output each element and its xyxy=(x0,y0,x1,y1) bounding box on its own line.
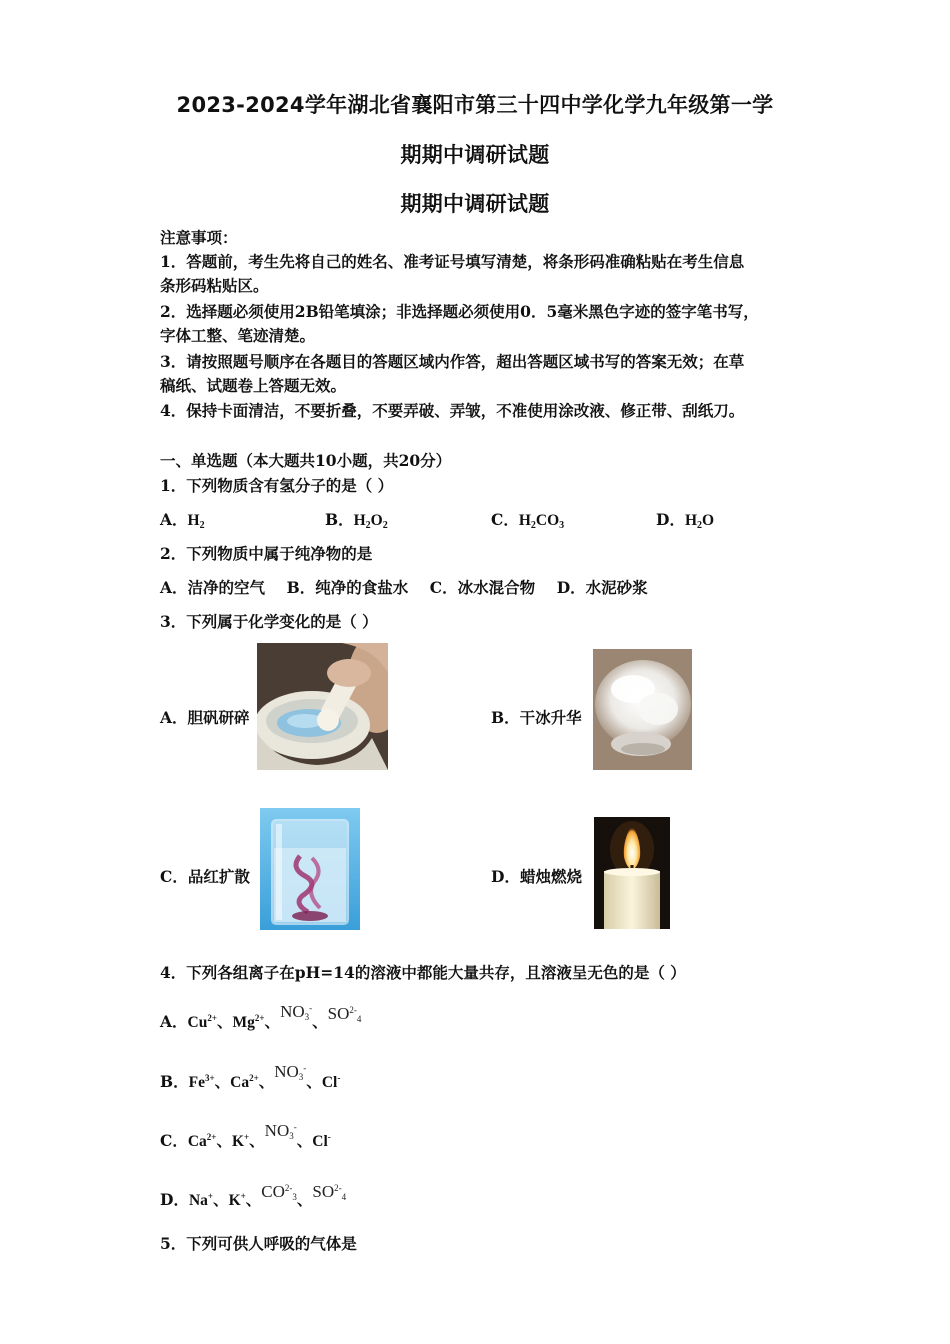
question-4-stem: 4．下列各组离子在pH=14的溶液中都能大量共存，且溶液呈无色的是（ ） xyxy=(160,963,686,982)
nitrate-formula: $NO_3^-$ xyxy=(264,1121,297,1141)
notice-heading: 注意事项： xyxy=(160,228,238,247)
dry-ice-image xyxy=(593,649,692,770)
q3-option-c-label: C．品红扩散 xyxy=(160,867,250,886)
q3-option-b-label: B．干冰升华 xyxy=(491,708,582,727)
exam-title-line3: 期期中调研试题 xyxy=(400,192,550,216)
notice-item4-line1: 4．保持卡面清洁，不要折叠，不要弄破、弄皱，不准使用涂改液、修正带、刮纸刀。 xyxy=(160,401,745,420)
q1-option-d: D．$H_2O$ xyxy=(656,510,715,531)
notice-item3-line1: 3．请按照题号顺序在各题目的答题区域内作答，超出答题区域书写的答案无效；在草 xyxy=(160,352,745,371)
question-1-stem: 1．下列物质含有氢分子的是（ ） xyxy=(160,476,394,495)
exam-title-line1: 2023-2024学年湖北省襄阳市第三十四中学化学九年级第一学 xyxy=(176,93,774,117)
sulfate-formula: $SO^{2-}_4$ xyxy=(312,1182,347,1202)
q1-option-a: A．$H_2$ xyxy=(160,510,205,531)
question-3-stem: 3．下列属于化学变化的是（ ） xyxy=(160,612,378,631)
q3-option-d-label: D．蜡烛燃烧 xyxy=(491,867,582,886)
q1-option-c: C．$H_2CO_3$ xyxy=(491,510,565,531)
nitrate-formula: $NO_3^-$ xyxy=(280,1002,313,1022)
q4-option-c: C．$Ca^{2+}$、K+、$NO_3^-$、Cl- xyxy=(160,1121,331,1150)
section-heading: 一、单选题（本大题共10小题，共20分） xyxy=(160,451,452,470)
q4-option-d: D．Na+、K+、$CO^{2-}_3$、$SO^{2-}_4$ xyxy=(160,1182,347,1209)
candle-image xyxy=(594,817,670,929)
q3-option-a-label: A．胆矾研碎 xyxy=(160,708,250,727)
q4-option-a: A．$Cu^{2+}$、$Mg^{2+}$、$NO_3^-$、$SO^{2-}_4$ xyxy=(160,1002,362,1031)
notice-item2-line2: 字体工整、笔迹清楚。 xyxy=(160,326,316,345)
question-2-stem: 2．下列物质中属于纯净物的是 xyxy=(160,544,373,563)
sulfate-formula: $SO^{2-}_4$ xyxy=(327,1004,362,1024)
mortar-pestle-image xyxy=(257,643,388,770)
notice-item1-line1: 1．答题前，考生先将自己的姓名、准考证号填写清楚，将条形码准确粘贴在考生信息 xyxy=(160,252,745,271)
notice-item3-line2: 稿纸、试题卷上答题无效。 xyxy=(160,376,347,395)
exam-title-line2: 期期中调研试题 xyxy=(400,143,550,167)
carbonate-formula: $CO^{2-}_3$ xyxy=(261,1182,297,1202)
q1-option-b: B．$H_2O_2$ xyxy=(325,510,388,531)
q4-option-b: B．$Fe^{3+}$、$Ca^{2+}$、$NO_3^-$、Cl- xyxy=(160,1062,341,1091)
notice-item2-line1: 2．选择题必须使用2B铅笔填涂；非选择题必须使用0．5毫米黑色字迹的签字笔书写， xyxy=(160,302,759,321)
question-5-stem: 5．下列可供人呼吸的气体是 xyxy=(160,1234,357,1253)
beaker-dye-image xyxy=(260,808,360,930)
notice-item1-line2: 条形码粘贴区。 xyxy=(160,276,269,295)
q2-options: A．洁净的空气 B．纯净的食盐水 C．冰水混合物 D．水泥砂浆 xyxy=(160,578,648,597)
nitrate-formula: $NO_3^-$ xyxy=(274,1062,307,1082)
